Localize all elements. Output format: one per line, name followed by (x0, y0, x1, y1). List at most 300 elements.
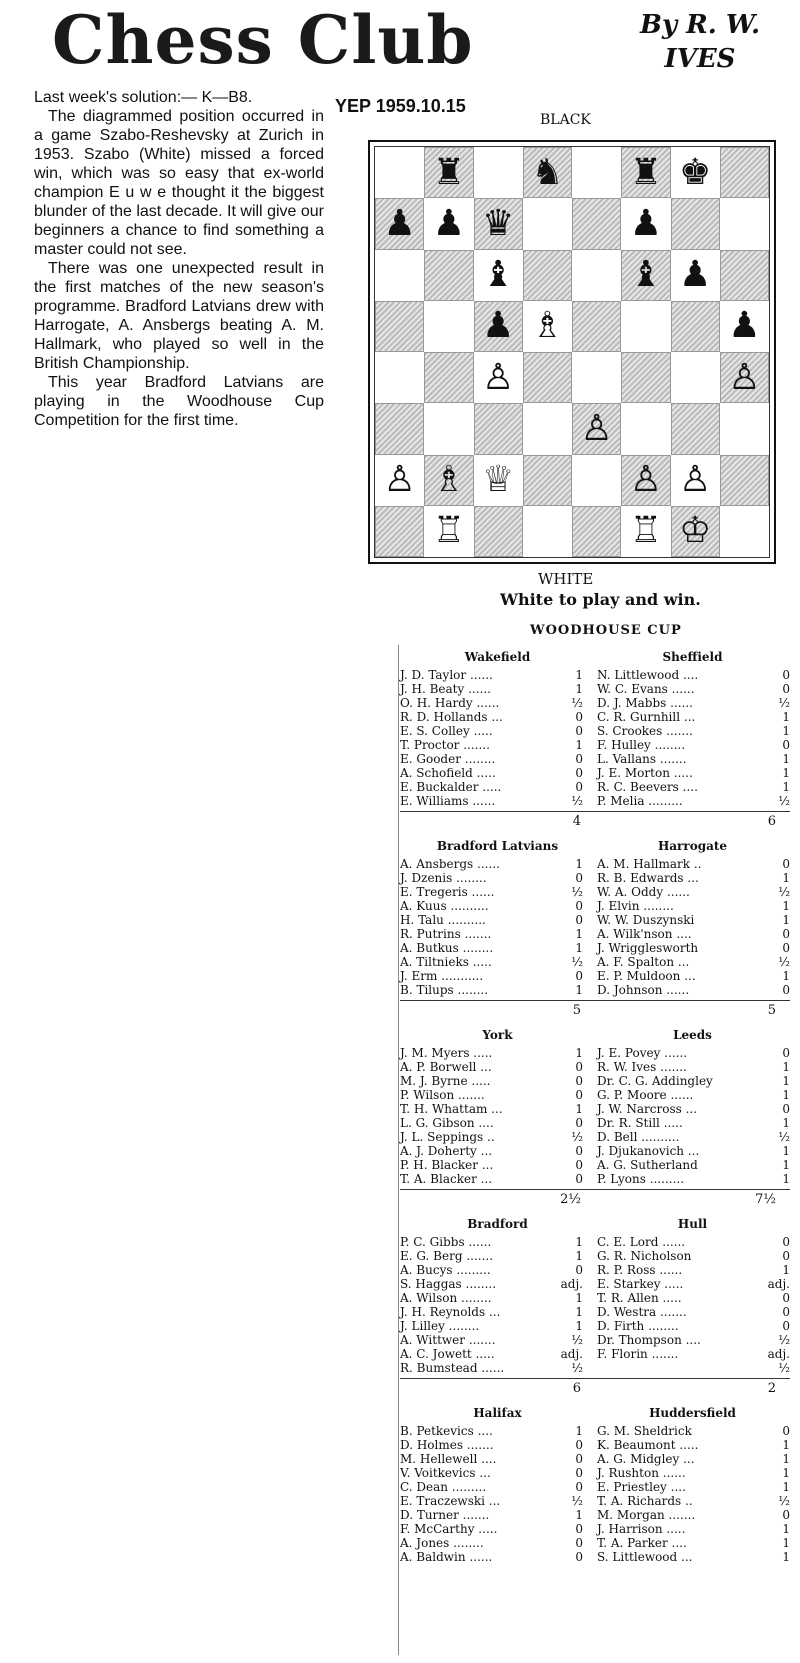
player-name: B. Petkevics .... (400, 1424, 493, 1438)
player-score: ½ (778, 1130, 790, 1144)
board-square (474, 455, 523, 506)
player-line (595, 696, 790, 710)
match-result (400, 839, 790, 1018)
player-score: 0 (575, 871, 583, 885)
board-square (671, 250, 720, 301)
player-name: D. Turner ....... (400, 1508, 490, 1522)
player-score: ½ (571, 1361, 583, 1375)
board-square (424, 506, 473, 557)
board-square (621, 301, 670, 352)
board-square (621, 198, 670, 249)
player-line (595, 1536, 790, 1550)
player-score: 1 (782, 1522, 790, 1536)
player-line (400, 682, 595, 696)
player-name: D. Firth ........ (597, 1319, 679, 1333)
player-score: 0 (575, 1172, 583, 1186)
player-line (400, 794, 595, 808)
player-line (400, 1172, 595, 1186)
player-name: V. Voitkevics ... (400, 1466, 491, 1480)
player-name: A. Butkus ........ (400, 941, 494, 955)
player-score: 1 (782, 1088, 790, 1102)
chess-piece: ♟ (629, 202, 663, 244)
player-line (400, 1102, 595, 1116)
player-line (595, 710, 790, 724)
player-name: G. R. Nicholson (597, 1249, 692, 1263)
player-name: E. G. Berg ....... (400, 1249, 494, 1263)
player-name: A. G. Sutherland (597, 1158, 698, 1172)
player-name: J. D. Taylor ...... (400, 668, 493, 682)
player-name: R. C. Beevers .... (597, 780, 698, 794)
player-line (400, 1277, 595, 1291)
chess-piece: ♟ (481, 305, 515, 347)
player-line (595, 1291, 790, 1305)
player-name: G. M. Sheldrick (597, 1424, 692, 1438)
player-score: 0 (782, 927, 790, 941)
player-name: F. McCarthy ..... (400, 1522, 498, 1536)
player-score: 1 (575, 1508, 583, 1522)
player-line (595, 752, 790, 766)
article-paragraph: The diagrammed position occurred in a game Szabo-Reshevsky at Zurich in 1953. Szabo (White) missed a forced win, which was so easy that ex-world champion E u w e thought it the biggest blunder of the last decade. It will give our beginners a chance to find something a master could not see. (34, 108, 324, 258)
board-square (572, 198, 621, 249)
player-line (400, 710, 595, 724)
player-name: A. Wilson ........ (400, 1291, 492, 1305)
player-line (400, 1536, 595, 1550)
player-name: D. J. Mabbs ...... (597, 696, 693, 710)
board-square (621, 506, 670, 557)
player-score: 0 (782, 1046, 790, 1060)
player-line (595, 780, 790, 794)
player-score: 0 (575, 1158, 583, 1172)
player-score: 0 (575, 969, 583, 983)
player-name: P. Melia ......... (597, 794, 683, 808)
player-score: 0 (575, 766, 583, 780)
board-square (375, 250, 424, 301)
board-square (621, 352, 670, 403)
team-name: Bradford (467, 1217, 528, 1231)
diagram-black-label: BLACK (540, 112, 591, 128)
player-line (400, 913, 595, 927)
player-name: M. Hellewell .... (400, 1452, 497, 1466)
player-name: J. H. Reynolds ... (400, 1305, 501, 1319)
player-name: L. Vallans ....... (597, 752, 687, 766)
board-square (720, 455, 769, 506)
chess-piece: ♟ (678, 254, 712, 296)
player-line (400, 871, 595, 885)
board-square (474, 352, 523, 403)
chess-piece: ♗ (432, 459, 466, 501)
player-score: 1 (782, 710, 790, 724)
player-score: 0 (575, 899, 583, 913)
player-name: T. A. Richards .. (597, 1494, 693, 1508)
player-line (400, 1522, 595, 1536)
team-name: Wakefield (464, 650, 531, 664)
player-name: M. Morgan ....... (597, 1508, 696, 1522)
match-result (400, 650, 790, 829)
player-score: 1 (782, 899, 790, 913)
player-name: P. C. Gibbs ...... (400, 1235, 492, 1249)
chess-piece: ♕ (481, 459, 515, 501)
team-total: 2 (767, 1381, 776, 1396)
board-square (474, 403, 523, 454)
player-line (595, 1550, 790, 1564)
player-score: 1 (575, 983, 583, 997)
chess-piece: ♙ (481, 356, 515, 398)
chess-piece: ♙ (383, 459, 416, 501)
chess-piece: ♙ (629, 459, 663, 501)
player-line (595, 1480, 790, 1494)
board-square (375, 506, 424, 557)
player-score: 0 (782, 682, 790, 696)
player-line (400, 1235, 595, 1249)
player-name: J. Lilley ........ (400, 1319, 480, 1333)
player-name: A. C. Jowett ..... (400, 1347, 495, 1361)
player-name: R. D. Hollands ... (400, 710, 503, 724)
player-score: 1 (575, 1305, 583, 1319)
player-line (400, 885, 595, 899)
player-name: L. G. Gibson .... (400, 1116, 494, 1130)
player-line (595, 1249, 790, 1263)
player-score: 0 (575, 1522, 583, 1536)
chess-piece: ♜ (432, 151, 466, 193)
player-score: 1 (782, 1158, 790, 1172)
board-square (720, 506, 769, 557)
player-line (595, 1144, 790, 1158)
chess-piece: ♝ (629, 254, 663, 296)
player-name: A. F. Spalton ... (597, 955, 690, 969)
player-name: A. Jones ........ (400, 1536, 484, 1550)
player-line (400, 1088, 595, 1102)
player-line (400, 1424, 595, 1438)
player-name: D. Westra ....... (597, 1305, 687, 1319)
board-square (424, 147, 473, 198)
board-square (424, 352, 473, 403)
player-line (595, 1046, 790, 1060)
match-result (400, 1028, 790, 1207)
board-square (572, 403, 621, 454)
player-name: S. Haggas ........ (400, 1277, 497, 1291)
player-score: ½ (778, 955, 790, 969)
article-paragraph: Last week's solution:— K—B8. (34, 89, 253, 106)
player-name: D. Johnson ...... (597, 983, 690, 997)
player-line (400, 738, 595, 752)
player-score: 1 (782, 969, 790, 983)
player-score: 1 (575, 682, 583, 696)
chess-piece: ♝ (481, 254, 515, 296)
board-square (720, 403, 769, 454)
player-name: N. Littlewood .... (597, 668, 699, 682)
player-name: J. Erm ........... (400, 969, 484, 983)
board-square (671, 352, 720, 403)
player-line (400, 1305, 595, 1319)
player-name: P. Lyons ......... (597, 1172, 685, 1186)
cup-title: WOODHOUSE CUP (530, 623, 682, 638)
player-name: R. Putrins ....... (400, 927, 492, 941)
player-name: T. Proctor ....... (400, 738, 490, 752)
player-line (400, 1158, 595, 1172)
board-square (523, 147, 572, 198)
player-line (595, 1508, 790, 1522)
player-name: A. Kuus .......... (400, 899, 489, 913)
player-score: 1 (782, 871, 790, 885)
board-square (720, 352, 769, 403)
player-line (595, 885, 790, 899)
match-result (400, 1217, 790, 1396)
board-square (720, 250, 769, 301)
player-line (595, 1172, 790, 1186)
player-line (595, 1522, 790, 1536)
player-name: J. W. Narcross ... (597, 1102, 698, 1116)
player-name: D. Holmes ....... (400, 1438, 494, 1452)
chess-piece: ♛ (481, 202, 515, 244)
player-score: 1 (575, 1424, 583, 1438)
board-square (621, 403, 670, 454)
player-name: A. Wilk'nson .... (597, 927, 692, 941)
board-square (523, 403, 572, 454)
player-line (595, 1438, 790, 1452)
player-line (595, 1361, 790, 1375)
player-line (595, 899, 790, 913)
team-total: 5 (572, 1003, 581, 1018)
player-score: 1 (575, 668, 583, 682)
player-line (400, 899, 595, 913)
player-name: T. A. Parker .... (597, 1536, 687, 1550)
player-name: E. Traczewski ... (400, 1494, 501, 1508)
player-score: 0 (575, 1088, 583, 1102)
chess-piece: ♟ (728, 305, 761, 347)
player-line (595, 871, 790, 885)
chess-piece: ♙ (580, 407, 613, 449)
player-score: 0 (575, 1060, 583, 1074)
player-line (595, 1060, 790, 1074)
board-square (474, 250, 523, 301)
byline: By R. W. IVES (639, 10, 761, 74)
chess-piece: ♜ (629, 151, 663, 193)
chess-piece: ♔ (678, 510, 712, 552)
player-score: ½ (571, 696, 583, 710)
article-paragraph: This year Bradford Latvians are playing in the Woodhouse Cup Competition for the first time. (34, 374, 324, 429)
player-name: W. A. Oddy ...... (597, 885, 690, 899)
player-name: J. H. Beaty ...... (400, 682, 491, 696)
date-stamp: YEP 1959.10.15 (335, 96, 466, 116)
player-name: W. C. Evans ...... (597, 682, 695, 696)
board-square (621, 147, 670, 198)
player-name: J. Djukanovich ... (597, 1144, 700, 1158)
player-line (595, 941, 790, 955)
player-score: 0 (575, 1480, 583, 1494)
player-line (400, 1347, 595, 1361)
player-line (595, 794, 790, 808)
diagram-caption: White to play and win. (500, 590, 701, 609)
player-line (400, 696, 595, 710)
player-score: 0 (782, 738, 790, 752)
player-line (595, 1074, 790, 1088)
chess-piece: ♟ (383, 202, 416, 244)
player-name: J. Elvin ........ (597, 899, 674, 913)
team-total: 6 (767, 814, 776, 829)
player-line (595, 1494, 790, 1508)
player-name: E. Tregeris ...... (400, 885, 495, 899)
player-score: 0 (575, 1452, 583, 1466)
player-score: 0 (575, 913, 583, 927)
player-name: A. Ansbergs ...... (400, 857, 500, 871)
player-name: A. Bucys ......... (400, 1263, 491, 1277)
board-square (671, 455, 720, 506)
player-score: 1 (782, 1480, 790, 1494)
board-square (720, 147, 769, 198)
team-name: Sheffield (662, 650, 723, 664)
team-name: York (482, 1028, 513, 1042)
player-score: 1 (782, 1144, 790, 1158)
player-name: A. Baldwin ...... (400, 1550, 493, 1564)
player-name: J. Wrigglesworth (597, 941, 699, 955)
player-line (400, 1550, 595, 1564)
player-line (400, 983, 595, 997)
board-square (375, 147, 424, 198)
player-line (400, 1452, 595, 1466)
player-score: 1 (782, 752, 790, 766)
board-square (523, 352, 572, 403)
player-name: T. R. Allen ..... (597, 1291, 682, 1305)
player-name: E. S. Colley ..... (400, 724, 493, 738)
board-square (474, 198, 523, 249)
player-score: 0 (575, 1438, 583, 1452)
board-square (523, 198, 572, 249)
board-square (572, 352, 621, 403)
player-score: 1 (575, 857, 583, 871)
player-score: 1 (575, 1291, 583, 1305)
player-name: T. H. Whattam ... (400, 1102, 503, 1116)
player-score: 1 (782, 1172, 790, 1186)
player-score: 1 (575, 1319, 583, 1333)
board-square (474, 506, 523, 557)
player-line (400, 668, 595, 682)
player-score: ½ (571, 1333, 583, 1347)
player-score: 0 (782, 1291, 790, 1305)
board-square (375, 403, 424, 454)
player-line (595, 983, 790, 997)
player-name: D. Bell .......... (597, 1130, 680, 1144)
player-line (400, 724, 595, 738)
player-line (595, 1305, 790, 1319)
player-line (400, 1249, 595, 1263)
team-total: 7½ (755, 1192, 776, 1207)
player-name: T. A. Blacker ... (400, 1172, 493, 1186)
player-line (400, 1046, 595, 1060)
player-name: F. Hulley ........ (597, 738, 686, 752)
player-name: H. Talu .......... (400, 913, 486, 927)
match-result (400, 1406, 790, 1564)
player-name: W. W. Duszynski (597, 913, 695, 927)
player-line (595, 1452, 790, 1466)
player-line (595, 913, 790, 927)
player-score: 0 (782, 983, 790, 997)
player-line (595, 1333, 790, 1347)
player-score: adj. (560, 1277, 583, 1291)
board-square (671, 506, 720, 557)
chess-board-grid (374, 146, 770, 558)
player-score: 0 (575, 1550, 583, 1564)
team-name: Huddersfield (649, 1406, 736, 1420)
chess-piece: ♗ (531, 305, 564, 347)
player-score: 0 (782, 1305, 790, 1319)
player-line (595, 1102, 790, 1116)
player-line (595, 668, 790, 682)
player-score: 1 (782, 780, 790, 794)
player-line (400, 1466, 595, 1480)
player-score: 0 (782, 1508, 790, 1522)
player-name: Dr. C. G. Addingley (597, 1074, 713, 1088)
board-square (621, 250, 670, 301)
team-total: 5 (767, 1003, 776, 1018)
player-line (400, 857, 595, 871)
player-name: A. J. Doherty ... (400, 1144, 493, 1158)
player-score: 1 (575, 1249, 583, 1263)
player-line (595, 1235, 790, 1249)
player-line (595, 857, 790, 871)
player-score: 1 (782, 1263, 790, 1277)
player-score: ½ (571, 885, 583, 899)
board-square (424, 455, 473, 506)
player-score: 0 (782, 1424, 790, 1438)
player-name: C. Dean ......... (400, 1480, 487, 1494)
player-score: 0 (575, 710, 583, 724)
player-line (400, 780, 595, 794)
chess-piece: ♖ (629, 510, 663, 552)
chess-diagram (368, 140, 776, 564)
player-name: P. Wilson ....... (400, 1088, 485, 1102)
player-line (400, 752, 595, 766)
board-square (474, 301, 523, 352)
player-line (595, 766, 790, 780)
player-score: ½ (571, 955, 583, 969)
article-paragraph: There was one unexpected result in the first matches of the new season's programme. Bradford Latvians drew with Harrogate, A. Ansbergs beating A. M. Hallmark, who played so well in the British Championship. (34, 260, 324, 372)
player-score: ½ (778, 794, 790, 808)
player-name: J. M. Myers ..... (400, 1046, 493, 1060)
player-name: M. J. Byrne ..... (400, 1074, 491, 1088)
player-score: 0 (575, 1466, 583, 1480)
player-score: 0 (782, 1102, 790, 1116)
results-tables (400, 650, 790, 1574)
player-score: 1 (782, 1466, 790, 1480)
player-line (595, 1263, 790, 1277)
player-line (400, 766, 595, 780)
player-score: 0 (575, 1536, 583, 1550)
player-line (595, 1088, 790, 1102)
team-total: 4 (572, 814, 581, 829)
board-square (621, 455, 670, 506)
player-score: 0 (782, 1319, 790, 1333)
player-line (400, 1074, 595, 1088)
player-score: ½ (778, 1361, 790, 1375)
player-score: ½ (778, 696, 790, 710)
player-line (400, 1263, 595, 1277)
player-score: ½ (571, 794, 583, 808)
player-line (400, 1144, 595, 1158)
player-score: 1 (782, 1116, 790, 1130)
player-line (595, 1466, 790, 1480)
board-square (375, 352, 424, 403)
player-score: 1 (782, 1452, 790, 1466)
player-score: 1 (575, 1102, 583, 1116)
article-body (34, 88, 324, 430)
player-name: J. E. Povey ...... (597, 1046, 688, 1060)
board-square (671, 403, 720, 454)
board-square (572, 301, 621, 352)
player-line (595, 682, 790, 696)
team-total: 6 (572, 1381, 581, 1396)
player-line (595, 955, 790, 969)
player-line (400, 1319, 595, 1333)
